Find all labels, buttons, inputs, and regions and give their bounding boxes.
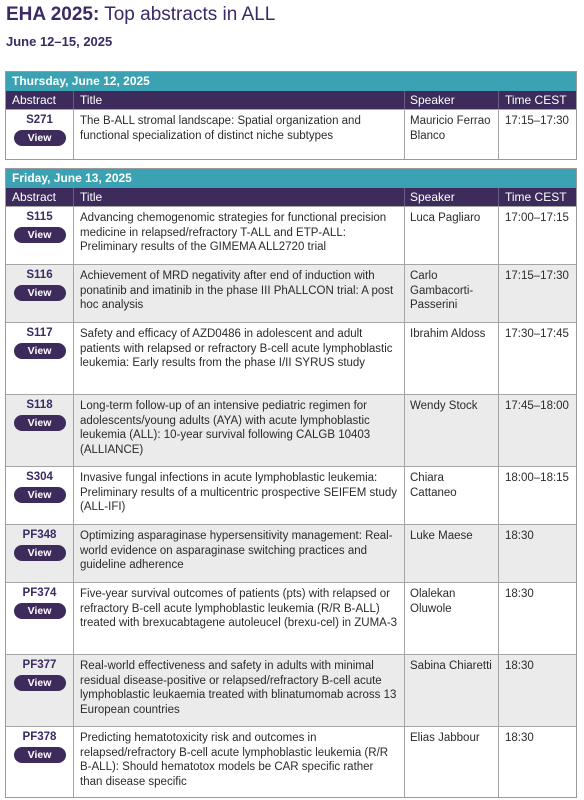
title-cell: Optimizing asparaginase hypersensitivity management: Real-world evidence on asparaginase switching practices and guideline adherence — [74, 525, 405, 582]
page-title-rest: Top abstracts in ALL — [99, 4, 276, 25]
view-button[interactable]: View — [14, 130, 66, 146]
speaker-cell: Wendy Stock — [405, 395, 499, 466]
abstract-cell — [6, 467, 74, 524]
speaker-cell: Sabina Chiaretti — [405, 655, 499, 726]
time-cell: 17:00–17:15 — [505, 212, 569, 224]
abstract-cell — [6, 207, 74, 264]
speaker-cell: Mauricio Ferrao Blanco — [405, 110, 499, 159]
title-cell: Achievement of MRD negativity after end of induction with ponatinib and imatinib in the phase III PhALLCON trial: A post hoc analysis — [74, 265, 405, 322]
table-row — [6, 264, 576, 322]
conference-dates: June 12–15, 2025 — [6, 34, 113, 49]
table-row — [6, 322, 576, 394]
abstract-code: PF374 — [22, 587, 57, 599]
time-cell: 18:30 — [505, 588, 534, 600]
col-abstract-header: Abstract — [6, 91, 74, 109]
speaker-cell: Luke Maese — [405, 525, 499, 582]
title-cell: Safety and efficacy of AZD0486 in adolescent and adult patients with relapsed or refractory B-cell acute lymphoblastic leukemia: Early results from the phase I/II SYRUS study — [74, 323, 405, 394]
title-cell: The B-ALL stromal landscape: Spatial organization and functional specialization of distinct niche subtypes — [74, 110, 405, 159]
day-header-friday: Friday, June 13, 2025 — [6, 169, 576, 188]
abstract-code: S115 — [26, 211, 53, 223]
time-cell: 17:30–17:45 — [505, 328, 569, 340]
abstract-cell — [6, 583, 74, 654]
view-button[interactable]: View — [14, 285, 66, 301]
abstract-code: S116 — [26, 269, 53, 281]
abstract-cell — [6, 525, 74, 582]
thursday-table — [5, 71, 577, 160]
title-cell: Five-year survival outcomes of patients (pts) with relapsed or refractory B-cell acute lymphoblastic leukemia (R/R B-ALL) treated with brexucabtagene autoleucel (brexu-cel) in ZUMA-3 — [74, 583, 405, 654]
view-button[interactable]: View — [14, 227, 66, 243]
day-header-thursday: Thursday, June 12, 2025 — [6, 72, 576, 91]
title-cell: Invasive fungal infections in acute lymphoblastic leukemia: Preliminary results of a multicentric prospective SEIFEM study (ALL-IFI) — [74, 467, 405, 524]
abstract-code: PF377 — [22, 659, 57, 671]
col-abstract-header: Abstract — [6, 188, 74, 206]
abstract-code: S117 — [26, 327, 53, 339]
time-cell: 17:15–17:30 — [505, 270, 569, 282]
table-row — [6, 582, 576, 654]
abstract-code: S271 — [26, 114, 53, 126]
abstract-cell — [6, 110, 74, 159]
column-header-row — [6, 188, 576, 206]
view-button[interactable]: View — [14, 487, 66, 503]
speaker-cell: Elias Jabbour — [405, 727, 499, 797]
table-row — [6, 466, 576, 524]
column-header-row — [6, 91, 576, 109]
col-title-header: Title — [74, 188, 405, 206]
abstract-code: S304 — [26, 471, 53, 483]
page-title — [6, 4, 275, 26]
view-button[interactable]: View — [14, 545, 66, 561]
view-button[interactable]: View — [14, 415, 66, 431]
view-button[interactable]: View — [14, 603, 66, 619]
title-cell: Predicting hematotoxicity risk and outcomes in relapsed/refractory B-cell acute lymphoblastic leukemia (R/R B-ALL): Should hematotox models be CAR specific rather than disease specific — [74, 727, 405, 797]
time-cell: 18:00–18:15 — [505, 472, 569, 484]
time-cell: 17:45–18:00 — [505, 400, 569, 412]
title-cell: Advancing chemogenomic strategies for functional precision medicine in relapsed/refractory T-ALL and ETP-ALL: Preliminary results of the GIMEMA ALL2720 trial — [74, 207, 405, 264]
view-button[interactable]: View — [14, 747, 66, 763]
abstract-code: PF378 — [22, 731, 57, 743]
col-title-header: Title — [74, 91, 405, 109]
time-cell: 18:30 — [505, 660, 534, 672]
col-time-header: Time CEST — [505, 190, 567, 204]
speaker-cell: Luca Pagliaro — [405, 207, 499, 264]
col-speaker-header: Speaker — [405, 188, 499, 206]
abstract-cell — [6, 727, 74, 797]
table-row — [6, 524, 576, 582]
view-button[interactable]: View — [14, 675, 66, 691]
table-row — [6, 206, 576, 264]
view-button[interactable]: View — [14, 343, 66, 359]
abstract-code: PF348 — [22, 529, 57, 541]
title-cell: Long-term follow-up of an intensive pediatric regimen for adolescents/young adults (AYA) with acute lymphoblastic leukemia (ALL): 10-year survival following CALGB 10403 (ALLIANCE) — [74, 395, 405, 466]
time-cell: 18:30 — [505, 530, 534, 542]
time-cell: 18:30 — [505, 732, 534, 744]
page-title-bold: EHA 2025: — [6, 4, 100, 25]
col-time-header: Time CEST — [505, 93, 567, 107]
table-row — [6, 654, 576, 726]
abstract-cell — [6, 265, 74, 322]
col-speaker-header: Speaker — [405, 91, 499, 109]
abstract-cell — [6, 323, 74, 394]
abstract-cell — [6, 655, 74, 726]
abstract-code: S118 — [26, 399, 53, 411]
speaker-cell: Ibrahim Aldoss — [405, 323, 499, 394]
table-row — [6, 726, 576, 797]
speaker-cell: Olalekan Oluwole — [405, 583, 499, 654]
abstract-cell — [6, 395, 74, 466]
time-cell: 17:15–17:30 — [505, 115, 569, 127]
table-row — [6, 394, 576, 466]
friday-table — [5, 168, 577, 798]
speaker-cell: Carlo Gambacorti-Passerini — [405, 265, 499, 322]
speaker-cell: Chiara Cattaneo — [405, 467, 499, 524]
title-cell: Real-world effectiveness and safety in adults with minimal residual disease-positive or relapsed/refractory B-cell acute lymphoblastic leukaemia treated with blinatumomab across 13 European countries — [74, 655, 405, 726]
table-row — [6, 109, 576, 159]
